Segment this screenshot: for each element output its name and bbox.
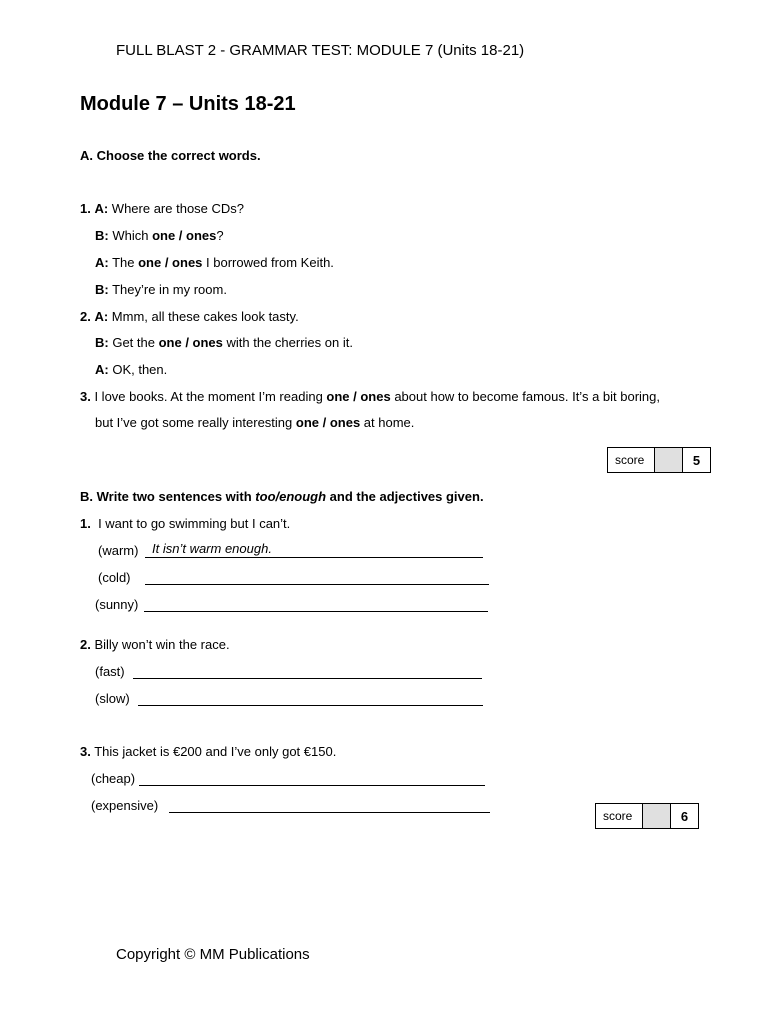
dialogue-text: Get the <box>108 335 159 350</box>
speaker-label: A: <box>94 201 109 216</box>
question-b2 <box>80 637 230 653</box>
question-number: 3. <box>80 744 91 759</box>
choice-option[interactable]: one / ones <box>295 415 361 430</box>
question-number: 3. <box>80 389 91 404</box>
question-b1 <box>80 516 290 532</box>
heading-italic: too/enough <box>255 489 327 504</box>
score-input[interactable] <box>643 804 671 828</box>
dialogue-text: with the cherries on it. <box>222 335 353 350</box>
score-total: 6 <box>680 808 689 824</box>
dialogue-text: but I’ve got some really interesting <box>95 415 296 430</box>
score-box-b <box>595 803 699 829</box>
dialogue-text: OK, then. <box>108 362 168 377</box>
question-number: 1. <box>80 201 91 216</box>
heading-text: B. Write two sentences with <box>80 489 256 504</box>
speaker-label: B: <box>95 282 109 297</box>
label-expensive: (expensive) <box>91 798 159 813</box>
question-a1-line2 <box>95 228 224 244</box>
dialogue-text: They’re in my room. <box>108 282 227 297</box>
question-number: 2. <box>80 309 91 324</box>
answer-text: It isn’t warm enough. <box>152 541 272 556</box>
page-header: FULL BLAST 2 - GRAMMAR TEST: MODULE 7 (Units 18-21) <box>116 42 525 59</box>
section-a-heading: A. Choose the correct words. <box>80 148 261 163</box>
choice-option[interactable]: one / ones <box>138 255 203 270</box>
question-a3-line2 <box>95 415 414 431</box>
answer-line-slow[interactable] <box>138 690 483 706</box>
question-a1-line3 <box>95 255 334 271</box>
dialogue-text: at home. <box>360 415 415 430</box>
dialogue-text: about how to become famous. It’s a bit boring, <box>390 389 661 404</box>
heading-text: and the adjectives given. <box>326 489 484 504</box>
question-a2-line2 <box>95 335 353 351</box>
question-a3-line1 <box>80 389 660 405</box>
score-box-a <box>607 447 711 473</box>
question-text: Billy won’t win the race. <box>90 637 230 652</box>
question-number: 2. <box>80 637 91 652</box>
dialogue-text: Where are those CDs? <box>108 201 245 216</box>
question-a1-line4 <box>95 282 227 298</box>
question-a2-line1 <box>80 309 299 325</box>
dialogue-text: Mmm, all these cakes look tasty. <box>108 309 299 324</box>
question-a1-line1 <box>80 201 244 217</box>
answer-line-sunny[interactable] <box>144 596 488 612</box>
answer-line-cold[interactable] <box>145 569 489 585</box>
question-a2-line3 <box>95 362 167 378</box>
dialogue-text: The <box>108 255 139 270</box>
dialogue-text: Which <box>108 228 153 243</box>
choice-option[interactable]: one / ones <box>158 335 223 350</box>
speaker-label: A: <box>95 255 109 270</box>
dialogue-text: I love books. At the moment I’m reading <box>90 389 327 404</box>
choice-option[interactable]: one / ones <box>152 228 217 243</box>
speaker-label: B: <box>95 335 109 350</box>
score-label: score <box>608 448 655 472</box>
label-sunny: (sunny) <box>95 597 139 612</box>
label-cold: (cold) <box>98 570 131 585</box>
answer-line-warm[interactable] <box>145 542 483 558</box>
score-total: 5 <box>692 452 701 468</box>
dialogue-text: ? <box>216 228 224 243</box>
choice-option[interactable]: one / ones <box>326 389 391 404</box>
question-text: I want to go swimming but I can’t. <box>90 516 291 531</box>
label-slow: (slow) <box>95 691 130 706</box>
score-input[interactable] <box>655 448 683 472</box>
question-number: 1. <box>80 516 91 531</box>
question-text: This jacket is €200 and I’ve only got €150. <box>90 744 337 759</box>
answer-line-cheap[interactable] <box>139 770 485 786</box>
label-warm: (warm) <box>98 543 139 558</box>
speaker-label: A: <box>95 362 109 377</box>
speaker-label: B: <box>95 228 109 243</box>
answer-line-fast[interactable] <box>133 663 482 679</box>
section-b-heading <box>80 489 484 504</box>
question-b3 <box>80 744 336 760</box>
speaker-label: A: <box>94 309 109 324</box>
copyright-footer: Copyright © MM Publications <box>116 946 310 963</box>
answer-line-expensive[interactable] <box>169 797 490 813</box>
dialogue-text: I borrowed from Keith. <box>202 255 334 270</box>
label-fast: (fast) <box>95 664 125 679</box>
page-title: Module 7 – Units 18-21 <box>80 93 296 115</box>
score-label: score <box>596 804 643 828</box>
label-cheap: (cheap) <box>91 771 136 786</box>
